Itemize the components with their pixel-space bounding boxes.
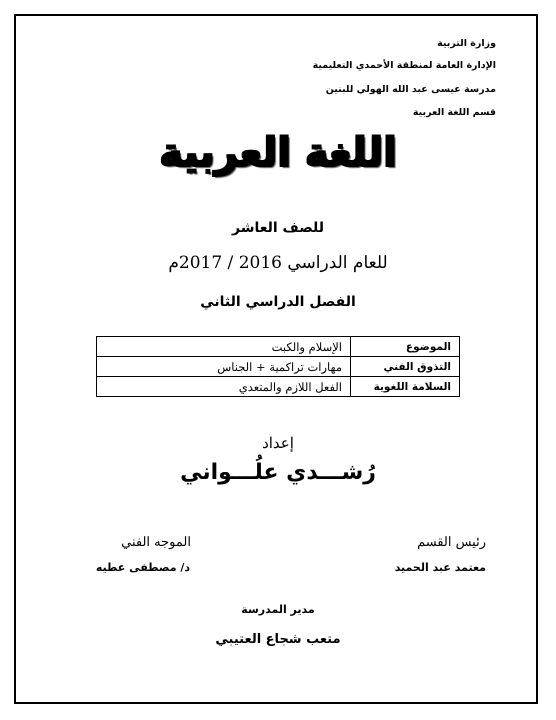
- author-name: رُشـــدي علُـــواني: [180, 460, 376, 485]
- topic-label: التذوق الفني: [351, 357, 460, 377]
- table-row: [97, 377, 460, 397]
- head-of-department-title: رئيس القسم: [417, 535, 486, 550]
- document-title: اللغة العربية: [159, 130, 397, 176]
- topic-value: مهارات تراكمية + الجناس: [97, 357, 351, 377]
- topic-label: السلامة اللغوية: [351, 377, 460, 397]
- grade-label: للصف العاشر: [231, 220, 324, 236]
- ministry-name: وزارة التربية: [437, 38, 496, 49]
- topic-value: الإسلام والكبت: [97, 337, 351, 357]
- technical-supervisor-title: الموجه الفني: [121, 535, 191, 550]
- head-of-department-name: معتمد عبد الحميد: [394, 561, 486, 574]
- school-name: مدرسة عيسى عبد الله الهولي للبنين: [325, 84, 496, 95]
- table-row: [97, 357, 460, 377]
- topic-value: الفعل اللازم والمتعدي: [97, 377, 351, 397]
- term-label: الفصل الدراسي الثاني: [200, 294, 356, 310]
- prepared-by-label: إعداد: [262, 434, 294, 452]
- principal-title: مدير المدرسة: [241, 603, 315, 616]
- topics-table: [96, 336, 460, 397]
- academic-year: للعام الدراسي 2016 / 2017م: [168, 253, 388, 273]
- topic-label: الموضوع: [351, 337, 460, 357]
- technical-supervisor-name: د/ مصطفى عطيه: [95, 561, 190, 574]
- directorate-name: الإدارة العامة لمنطقة الأحمدي التعليمية: [312, 60, 496, 71]
- department-name: قسم اللغة العربية: [412, 107, 496, 118]
- principal-name: متعب شجاع العتيبي: [215, 632, 341, 647]
- table-row: [97, 337, 460, 357]
